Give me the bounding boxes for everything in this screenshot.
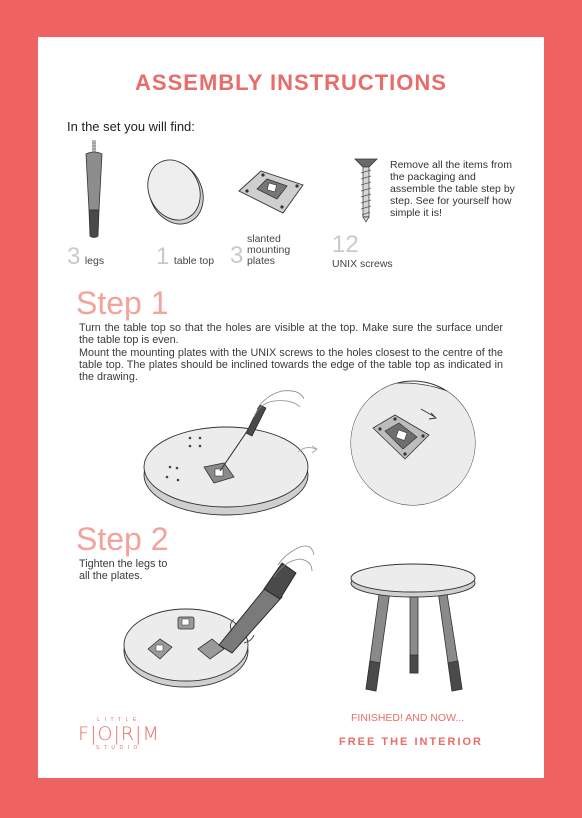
step1-detail-illustration [347,381,483,511]
leg-icon [82,140,106,240]
step1-heading: Step 1 [76,285,169,321]
instruction-sheet: ASSEMBLY INSTRUCTIONS In the set you will find: 3 legs 1 table top 3 slanted mounting plates 12 UNIX screws Remove all the items from the packaging and assemble the table step by step. See for yourself how simple it is! Step 1 Turn the table top so that the holes are visible at the top. Make sure the surface under the table top is even. Mount the mounting plates with the UNIX screws to the holes closest to the centre of the table top. The plates should be inclined towards the edge of the table top as indicated in the drawing. Step 2 Tighten the legs to all the plates. LITTLE F|O|R|M STUDIO FINISHED! AND NOW... FREE THE INTERIOR [38,37,544,778]
step2-table-illustration [124,533,314,693]
finished-text: FINISHED! AND NOW... [351,712,465,724]
screw-icon [353,157,379,223]
tagline: FREE THE INTERIOR [339,736,484,748]
item-legs: 3 legs [67,243,105,270]
unpacking-note: Remove all the items from the packaging and assemble the table step by step. See for yourself how simple it is! [390,159,515,219]
item-table-top: 1 table top [156,243,215,270]
brand-logo: LITTLE F|O|R|M STUDIO [78,717,160,751]
step1-instructions: Turn the table top so that the holes are visible at the top. Make sure the surface under the table top is even. Mount the mounting plates with the UNIX screws to the holes closest to the centre of the table top. The plates should be inclined towards the edge of the table top as indicated in the drawing. [79,322,503,384]
step2-instructions: Tighten the legs to all the plates. [79,558,168,583]
step2-heading: Step 2 [76,521,169,557]
page-title: ASSEMBLY INSTRUCTIONS [135,70,447,95]
transition-arrow-icon [296,443,320,457]
mounting-plate-icon [237,167,305,215]
item-screws: 12 UNIX screws [332,231,393,270]
table-top-icon [146,157,206,227]
intro-text: In the set you will find: [67,119,195,134]
step1-table-illustration [142,387,312,522]
finished-stool-illustration [350,561,478,701]
